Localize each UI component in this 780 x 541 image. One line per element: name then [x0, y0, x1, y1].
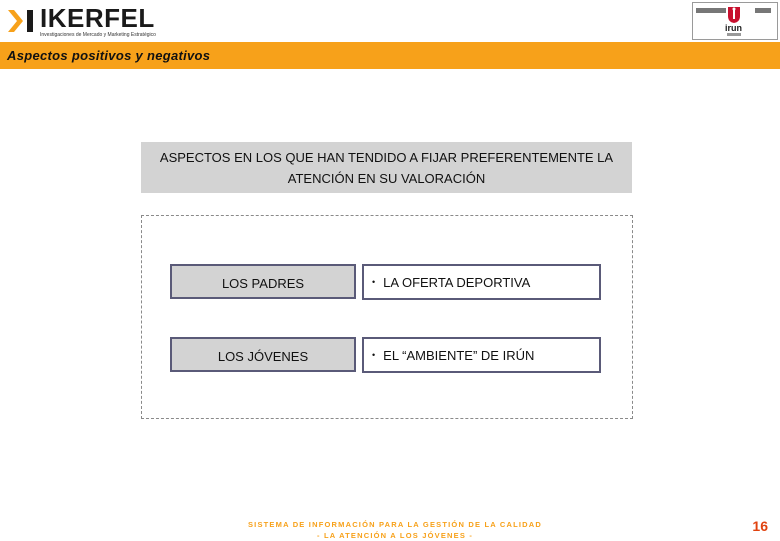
value-box-jovenes	[362, 337, 601, 373]
brand-name: IKERFEL	[40, 3, 155, 33]
value-box-padres	[362, 264, 601, 300]
city-shield-icon	[727, 6, 741, 24]
footer-line-1: SISTEMA DE INFORMACIÓN PARA LA GESTIÓN DE LA CALIDAD	[247, 520, 543, 529]
dashed-frame	[141, 215, 633, 419]
label-text: LOS JÓVENES	[217, 348, 309, 364]
footer	[200, 519, 590, 541]
bullet: •	[372, 277, 376, 287]
bullet: •	[372, 350, 376, 360]
chevron-logo-icon	[8, 6, 36, 36]
city-name: irun	[725, 23, 742, 33]
heading-text: ASPECTOS EN LOS QUE HAN TENDIDO A FIJAR PREFERENTEMENTE LA ATENCIÓN EN SU VALORACIÓN	[159, 149, 614, 186]
header	[0, 0, 780, 42]
label-box-padres	[170, 264, 356, 299]
city-logo-label-right	[755, 8, 771, 13]
value-text: LA OFERTA DEPORTIVA	[383, 274, 531, 290]
title-bar	[0, 42, 780, 69]
page-title: Aspectos positivos y negativos	[7, 48, 211, 63]
city-logo-label-left	[696, 8, 726, 13]
city-logo	[692, 2, 778, 40]
city-subname	[727, 33, 741, 36]
footer-line-2: - LA ATENCIÓN A LOS JÓVENES -	[316, 531, 474, 540]
label-text: LOS PADRES	[221, 275, 305, 291]
page-number: 16	[752, 518, 768, 534]
heading-box	[141, 142, 632, 193]
label-box-jovenes	[170, 337, 356, 372]
ikerfel-logo	[8, 3, 156, 39]
value-text: EL “AMBIENTE” DE IRÚN	[383, 347, 535, 363]
brand-tagline: Investigaciones de Mercado y Marketing Estratégico	[40, 32, 156, 38]
